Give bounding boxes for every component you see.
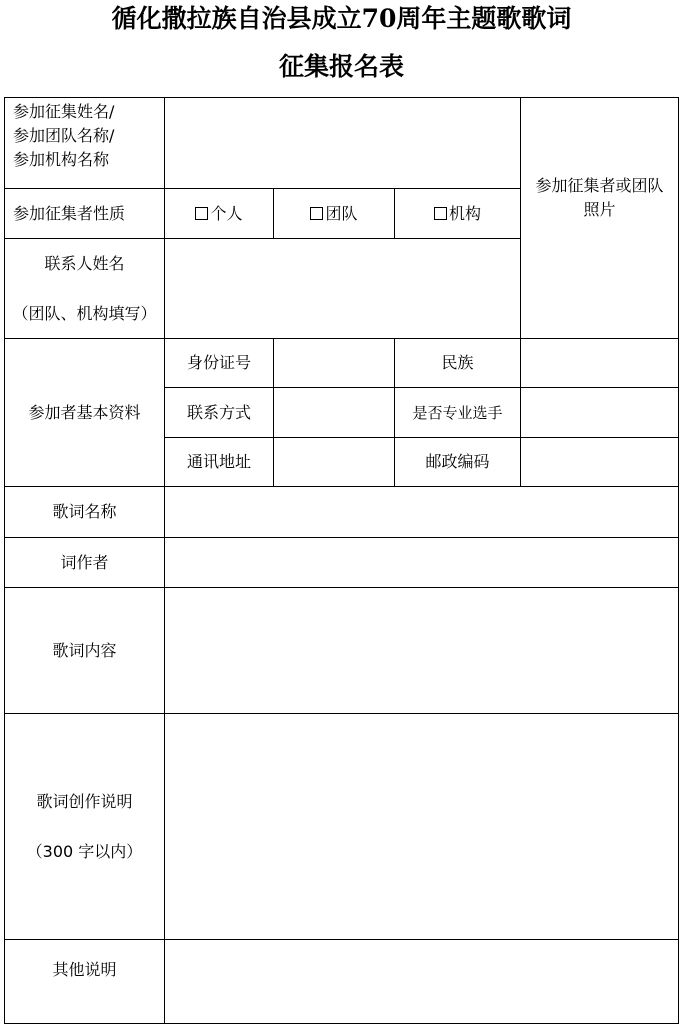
creation-notes-field[interactable] (165, 714, 679, 940)
participant-name-label-line1: 参加征集姓名/ (13, 102, 115, 121)
option-individual[interactable] (165, 189, 274, 239)
professional-label: 是否专业选手 (395, 388, 521, 438)
contact-name-label-line2: （团队、机构填写） (12, 303, 157, 323)
address-field[interactable] (274, 438, 395, 487)
professional-field[interactable] (521, 388, 679, 438)
participant-type-label: 参加征集者性质 (5, 189, 165, 239)
checkbox-organization[interactable] (434, 207, 447, 220)
lyricist-label: 词作者 (5, 538, 165, 588)
creation-notes-label-line2: （300 字以内） (26, 841, 143, 861)
photo-label: 参加征集者或团队照片 (535, 176, 664, 219)
option-organization[interactable] (395, 189, 521, 239)
other-notes-label: 其他说明 (5, 940, 165, 1024)
lyrics-label: 歌词内容 (5, 588, 165, 714)
contact-name-field[interactable] (165, 239, 521, 339)
other-notes-field[interactable] (165, 940, 679, 1024)
contact-name-label (5, 239, 165, 339)
postal-code-label: 邮政编码 (395, 438, 521, 487)
creation-notes-label (5, 714, 165, 940)
participant-name-label-line2: 参加团队名称/ (13, 126, 115, 145)
lyricist-field[interactable] (165, 538, 679, 588)
option-individual-label: 个人 (210, 203, 243, 223)
ethnicity-field[interactable] (521, 339, 679, 388)
basic-info-label: 参加者基本资料 (5, 339, 165, 487)
option-team[interactable] (274, 189, 395, 239)
postal-code-field[interactable] (521, 438, 679, 487)
lyrics-field[interactable] (165, 588, 679, 714)
contact-name-label-line1: 联系人姓名 (44, 253, 125, 273)
participant-name-label (5, 98, 165, 189)
contact-method-label: 联系方式 (165, 388, 274, 438)
registration-form-table (4, 97, 679, 1024)
id-number-field[interactable] (274, 339, 395, 388)
checkbox-individual[interactable] (195, 207, 208, 220)
song-name-field[interactable] (165, 487, 679, 538)
participant-name-field[interactable] (165, 98, 521, 189)
checkbox-team[interactable] (310, 207, 323, 220)
address-label: 通讯地址 (165, 438, 274, 487)
participant-name-label-line3: 参加机构名称 (13, 150, 110, 169)
option-team-label: 团队 (325, 203, 358, 223)
song-name-label: 歌词名称 (5, 487, 165, 538)
contact-method-field[interactable] (274, 388, 395, 438)
photo-cell[interactable] (521, 98, 679, 339)
form-subtitle: 征集报名表 (278, 52, 404, 81)
form-title: 循化撒拉族自治县成立70周年主题歌歌词 (111, 4, 572, 33)
option-organization-label: 机构 (449, 203, 482, 223)
id-number-label: 身份证号 (165, 339, 274, 388)
ethnicity-label: 民族 (395, 339, 521, 388)
creation-notes-label-line1: 歌词创作说明 (36, 791, 133, 811)
